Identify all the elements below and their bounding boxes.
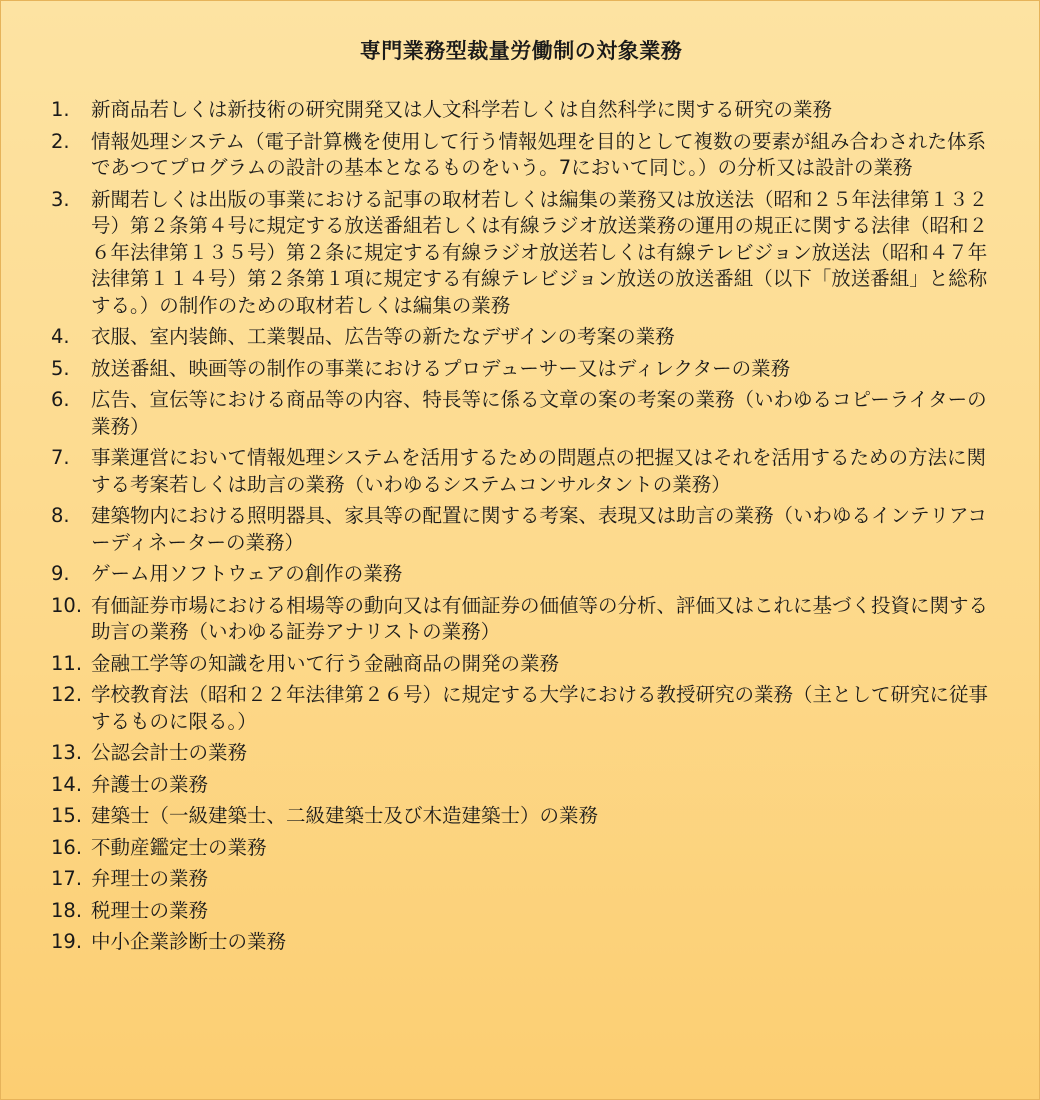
list-item-number: 7. [51, 446, 70, 469]
list-item [51, 651, 991, 678]
list-item-number: 19. [51, 930, 83, 953]
list-item [51, 97, 991, 124]
list-item [51, 682, 991, 735]
list-item [51, 187, 991, 320]
list-item [51, 129, 991, 182]
list-item-number: 1. [51, 98, 70, 121]
list-item-number: 18. [51, 898, 83, 922]
list-item-text: 中小企業診断士の業務 [91, 930, 287, 953]
list-item-text: 新聞若しくは出版の事業における記事の取材若しくは編集の業務又は放送法（昭和２５年法律第１３２号）第２条第４号に規定する放送番組若しくは有線ラジオ放送業務の運用の規正に関する法律（昭和２６年法律第１３５号）第２条に規定する有線ラジオ放送若しくは有線テレビジョン放送法（昭和４７年法律第１１４号）第２条第１項に規定する有線テレビジョン放送の放送番組（以下「放送番組」と総称する。）の制作のための取材若しくは編集の業務 [91, 187, 989, 317]
list-item-text: ゲーム用ソフトウェアの創作の業務 [91, 562, 403, 585]
list-item-text: 情報処理システム（電子計算機を使用して行う情報処理を目的として複数の要素が組み合わされた体系であつてプログラムの設計の基本となるものをいう。7において同じ。）の分析又は設計の業務 [91, 129, 987, 179]
list-item [51, 772, 991, 799]
list-item-text: 公認会計士の業務 [91, 741, 248, 764]
list-item-text: 税理士の業務 [91, 898, 209, 922]
list-item-text: 弁護士の業務 [91, 772, 209, 796]
list-item [51, 445, 991, 498]
list-item [51, 740, 991, 767]
list-item-number: 12. [51, 683, 83, 706]
list-item-text: 新商品若しくは新技術の研究開発又は人文科学若しくは自然科学に関する研究の業務 [91, 98, 833, 121]
list-item [51, 929, 991, 956]
list-item-number: 13. [51, 741, 83, 764]
list-item-text: 学校教育法（昭和２２年法律第２６号）に規定する大学における教授研究の業務（主として研究に従事するものに限る。） [91, 683, 989, 733]
list-item-number: 15. [51, 804, 83, 827]
list-item [51, 387, 991, 440]
list-item-number: 9. [51, 562, 70, 585]
list-item-number: 17. [51, 867, 83, 890]
list-item-number: 5. [51, 356, 70, 380]
list-item-number: 16. [51, 835, 83, 859]
list-item-text: 不動産鑑定士の業務 [91, 835, 267, 859]
list-item-number: 3. [51, 187, 70, 211]
page-title: 専門業務型裁量労働制の対象業務 [359, 39, 683, 63]
list-item-number: 2. [51, 129, 70, 153]
list-item-number: 10. [51, 593, 83, 617]
list-item-text: 衣服、室内装飾、工業製品、広告等の新たなデザインの考案の業務 [91, 325, 675, 348]
list-item-number: 11. [51, 651, 83, 675]
list-item-text: 事業運営において情報処理システムを活用するための問題点の把握又はそれを活用するための方法に関する考案若しくは助言の業務（いわゆるシステムコンサルタントの業務） [91, 446, 987, 496]
list-item-text: 有価証券市場における相場等の動向又は有価証券の価値等の分析、評価又はこれに基づく投資に関する助言の業務（いわゆる証券アナリストの業務） [91, 593, 989, 643]
list-item-text: 弁理士の業務 [91, 867, 209, 890]
list-item-text: 広告、宣伝等における商品等の内容、特長等に係る文章の案の考案の業務（いわゆるコピーライターの業務） [91, 388, 987, 438]
list-item [51, 503, 991, 556]
list-item [51, 561, 991, 588]
list-item-number: 14. [51, 772, 83, 796]
list-item [51, 866, 991, 893]
list-item [51, 356, 991, 383]
list-item [51, 898, 991, 925]
list-item-number: 8. [51, 504, 70, 527]
list-item-text: 放送番組、映画等の制作の事業におけるプロデューサー又はディレクターの業務 [91, 356, 791, 380]
list-item [51, 835, 991, 862]
list-item-number: 6. [51, 388, 70, 411]
list-item [51, 324, 991, 351]
list-item [51, 593, 991, 646]
list-item-text: 建築物内における照明器具、家具等の配置に関する考案、表現又は助言の業務（いわゆるインテリアコーディネーターの業務） [91, 504, 988, 554]
list-item-number: 4. [51, 325, 70, 348]
list-item-text: 金融工学等の知識を用いて行う金融商品の開発の業務 [91, 651, 560, 675]
target-work-list [51, 97, 991, 961]
list-item [51, 803, 991, 830]
list-item-text: 建築士（一級建築士、二級建築士及び木造建築士）の業務 [91, 804, 599, 827]
